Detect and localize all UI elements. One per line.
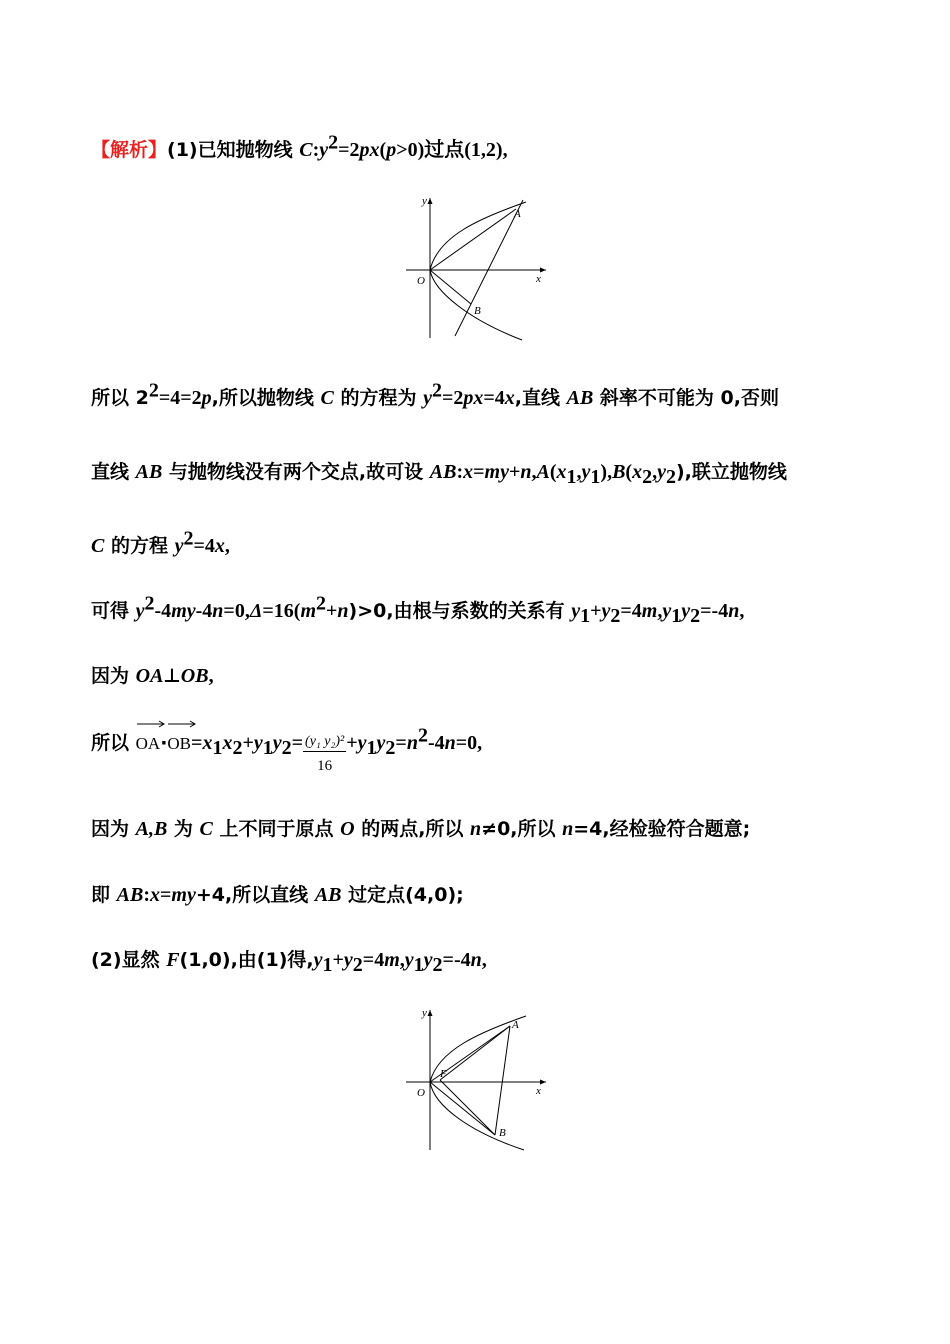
vector-arrow-icon (167, 720, 197, 728)
line-AB (495, 1026, 510, 1135)
vector-OA: OA (136, 722, 161, 760)
parabola-curve (430, 1016, 526, 1150)
label-y: y (422, 195, 427, 207)
line-AB (455, 200, 523, 336)
label-A: A (514, 208, 521, 220)
solution-line-1: 【解析】(1)已知抛物线 $C:y^2=2px(p>0)$过点(1,2), (91, 131, 508, 161)
x-axis-arrow-icon (540, 1080, 546, 1085)
vector-arrow-icon (136, 720, 166, 728)
label-B: B (474, 305, 481, 317)
segment-OB (430, 270, 471, 304)
solution-line-9: 即 AB:x=my+4,所以直线 AB 过定点(4,0); (91, 884, 464, 906)
solution-line-10: (2)显然 F(1,0),由(1)得$,y_1+y_2=4m,y_1y_2=-4n$, (91, 949, 487, 976)
label-y: y (422, 1007, 427, 1019)
segment-OB (430, 1082, 495, 1135)
solution-line-7: 所以 OA· $OB=x_1x_2+y_1y_2=$ $\frac{\text{(y₁ y₂)²}}{16}$ $+y_1y_2=n^2-4n=0$, (91, 722, 482, 765)
segment-FA (440, 1026, 510, 1080)
x-axis-arrow-icon (540, 268, 546, 273)
label-B: B (499, 1127, 506, 1139)
segment-FB (440, 1080, 495, 1135)
y-axis-arrow-icon (428, 1010, 433, 1016)
label-O: O (417, 275, 425, 287)
label-x: x (536, 273, 541, 285)
solution-line-5: 可得 $y^2-4my-4n=0,\Delta=16(m^2+n)>0$,由根与系数的关系有 $y_1+y_2=4m,y_1y_2=-4n$, (91, 592, 745, 627)
parabola-figure-1 (400, 192, 560, 342)
solution-line-6: 因为 OA⊥OB, (91, 665, 214, 687)
solution-line-2: 所以 $2^2=4=2p$,所以抛物线 C 的方程为 $y^2=2px=4x$,直线 AB 斜率不可能为 0,否则 (91, 379, 779, 409)
label-A: A (512, 1019, 519, 1031)
label-x: x (536, 1085, 541, 1097)
solution-tag: 【解析】 (91, 139, 168, 161)
solution-line-4: C 的方程 $y^2=4x$, (91, 527, 230, 557)
y-axis-arrow-icon (428, 198, 433, 204)
parabola-figure-2 (400, 1004, 560, 1154)
solution-line-8: 因为 A,B 为 C 上不同于原点 O 的两点,所以 n≠0,所以 n=4,经检验符合题意; (91, 818, 751, 840)
vector-OB: OB (167, 722, 191, 760)
label-O: O (417, 1087, 425, 1099)
solution-line-3: 直线 AB 与抛物线没有两个交点,故可设 $AB:x=my+n,A(x_1,y_1),B(x_2,y_2)$,联立抛物线 (91, 461, 787, 488)
label-F: F (440, 1068, 447, 1080)
fraction: $\frac{\text{(y₁ y₂)²}}{16}$ (305, 734, 345, 774)
